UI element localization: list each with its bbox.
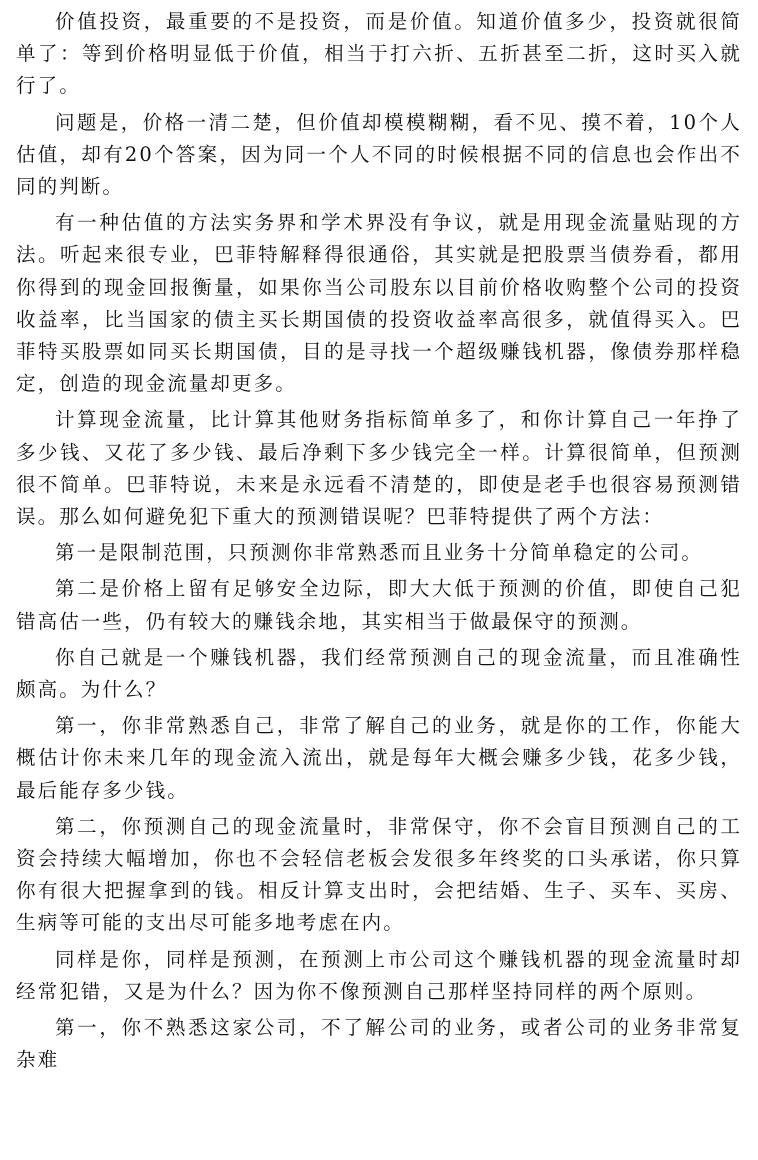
paragraph-method-two: 第二是价格上留有足够安全边际，即大大低于预测的价值，即使自己犯错高估一些，仍有较大的赚钱余地，其实相当于做最保守的预测。 — [16, 577, 742, 633]
paragraph-listed-company-errors: 同样是你，同样是预测，在预测上市公司这个赚钱机器的现金流量时却经常犯错，又是为什么？因为你不像预测自己那样坚持同样的两个原则。 — [16, 947, 742, 1003]
paragraph-method-one: 第一是限制范围，只预测你非常熟悉而且业务十分简单稳定的公司。 — [55, 541, 704, 565]
paragraph-first-reason: 第一，你非常熟悉自己，非常了解自己的业务，就是你的工作，你能大概估计你未来几年的现金流入流出，就是每年大概会赚多少钱，花多少钱，最后能存多少钱。 — [16, 714, 742, 802]
paragraph-second-reason: 第二，你预测自己的现金流量时，非常保守，你不会盲目预测自己的工资会持续大幅增加，你也不会轻信老板会发很多年终奖的口头承诺，你只算你有很大把握拿到的钱。相反计算支出时，会把结婚、生子、买车、买房、生病等可能的支出尽可能多地考虑在内。 — [16, 814, 742, 935]
paragraph-discounted-cash-flow: 有一种估值的方法实务界和学术界没有争议，就是用现金流量贴现的方法。听起来很专业，巴菲特解释得很通俗，其实就是把股票当债券看，都用你得到的现金回报衡量，如果你当公司股东以目前价格收购整个公司的投资收益率，比当国家的债主买长期国债的投资收益率高很多，就值得买入。巴菲特买股票如同买长期国债，目的是寻找一个超级赚钱机器，像债券那样稳定，创造的现金流量却更多。 — [16, 211, 742, 396]
paragraph-value-investing-intro: 价值投资，最重要的不是投资，而是价值。知道价值多少，投资就很简单了：等到价格明显低于价值，相当于打六折、五折甚至二折，这时买入就行了。 — [16, 10, 742, 98]
paragraph-valuation-problem: 问题是，价格一清二楚，但价值却模模糊糊，看不见、摸不着，10个人估值，却有20个答案，因为同一个人不同的时候根据不同的信息也会作出不同的判断。 — [16, 110, 742, 199]
paragraph-you-are-money-machine: 你自己就是一个赚钱机器，我们经常预测自己的现金流量，而且准确性颇高。为什么？ — [16, 645, 742, 702]
paragraph-unfamiliar-company: 第一，你不熟悉这家公司，不了解公司的业务，或者公司的业务非常复杂难 — [16, 1016, 742, 1072]
paragraph-cash-flow-prediction: 计算现金流量，比计算其他财务指标简单多了，和你计算自己一年挣了多少钱、又花了多少钱、最后净剩下多少钱完全一样。计算很简单，但预测很不简单。巴菲特说，未来是永远看不清楚的，即使是老手也很容易预测错误。那么如何避免犯下重大的预测错误呢？巴菲特提供了两个方法： — [16, 408, 742, 529]
